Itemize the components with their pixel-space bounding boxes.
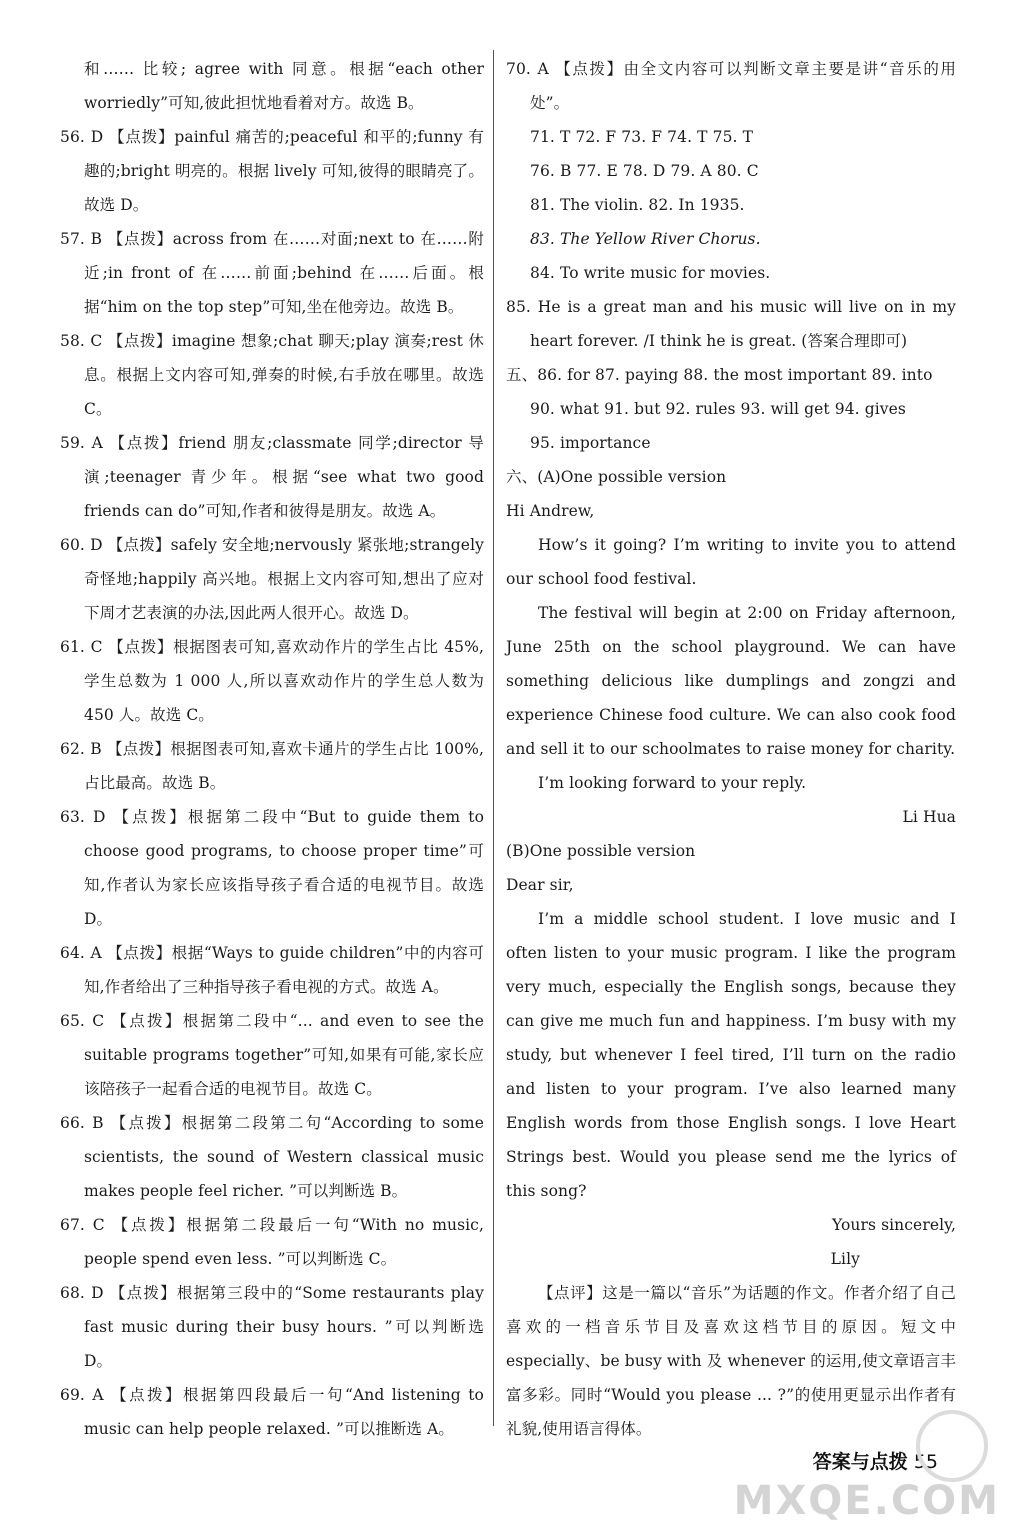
watermark-badge-icon — [913, 1410, 988, 1482]
left-paragraph: 56. D 【点拨】painful 痛苦的;peaceful 和平的;funny 有趣的;bright 明亮的。根据 lively 可知,彼得的眼睛亮了。故选 D。 — [60, 128, 484, 214]
right-paragraph: 90. what 91. but 92. rules 93. will get 94. gives — [530, 400, 906, 418]
right-paragraph: 84. To write music for movies. — [530, 264, 771, 282]
left-paragraph: 65. C 【点拨】根据第二段中“... and even to see the suitable programs together”可知,如果有可能,家长应该陪孩子一起看合适的电视节目。故选 C。 — [60, 1012, 484, 1098]
right-paragraph: Li Hua — [902, 808, 956, 826]
right-paragraph: 85. He is a great man and his music will live on in my heart forever. /I think he is great. (答案合理即可) — [506, 298, 956, 350]
column-divider — [493, 50, 494, 1426]
right-paragraph: 70. A 【点拨】由全文内容可以判断文章主要是讲“音乐的用处”。 — [506, 60, 956, 112]
right-paragraph: 71. T 72. F 73. F 74. T 75. T — [530, 128, 754, 146]
left-paragraph: 68. D 【点拨】根据第三段中的“Some restaurants play fast music during their busy hours. ”可以判断选 D。 — [60, 1284, 484, 1370]
watermark: MXQE.COM — [733, 1478, 1000, 1524]
right-paragraph: Hi Andrew, — [506, 502, 595, 520]
left-paragraph: 67. C 【点拨】根据第二段最后一句“With no music, people spend even less. ”可以判断选 C。 — [60, 1216, 484, 1268]
right-paragraph: (B)One possible version — [506, 842, 696, 860]
right-paragraph: 81. The violin. 82. In 1935. — [530, 196, 745, 214]
right-paragraph: 六、(A)One possible version — [506, 468, 727, 486]
left-paragraph: 61. C 【点拨】根据图表可知,喜欢动作片的学生占比 45%,学生总数为 1 000 人,所以喜欢动作片的学生总人数为 450 人。故选 C。 — [60, 638, 484, 724]
right-paragraph: 83. The Yellow River Chorus. — [530, 230, 761, 248]
right-paragraph: Dear sir, — [506, 876, 574, 894]
footer-label: 答案与点拨 — [812, 1451, 908, 1473]
right-paragraph: 76. B 77. E 78. D 79. A 80. C — [530, 162, 759, 180]
right-paragraph: 五、86. for 87. paying 88. the most important 89. into — [506, 366, 933, 384]
left-paragraph: 和…… 比较; agree with 同意。根据“each other worriedly”可知,彼此担忧地看着对方。故选 B。 — [84, 60, 484, 112]
left-column — [60, 52, 484, 1446]
left-paragraph: 63. D 【点拨】根据第二段中“But to guide them to choose good programs, to choose proper time”可知,作者认为家长应该指导孩子看合适的电视节目。故选 D。 — [60, 808, 484, 928]
left-paragraph: 57. B 【点拨】across from 在……对面;next to 在……附近;in front of 在……前面;behind 在……后面。根据“him on the top step”可知,坐在他旁边。故选 B。 — [60, 230, 484, 316]
right-paragraph: Yours sincerely, — [831, 1216, 956, 1234]
left-paragraph: 62. B 【点拨】根据图表可知,喜欢卡通片的学生占比 100%,占比最高。故选 B。 — [60, 740, 484, 792]
left-paragraph: 60. D 【点拨】safely 安全地;nervously 紧张地;strangely 奇怪地;happily 高兴地。根据上文内容可知,想出了应对下周才艺表演的办法,因此两人很开心。故选 D。 — [60, 536, 484, 622]
right-column — [506, 52, 956, 1446]
left-paragraph: 66. B 【点拨】根据第二段第二句“According to some scientists, the sound of Western classical music makes people feel richer. ”可以判断选 B。 — [60, 1114, 484, 1200]
page-number: 55 — [913, 1451, 938, 1473]
right-paragraph: 95. importance — [530, 434, 651, 452]
left-paragraph: 69. A 【点拨】根据第四段最后一句“And listening to music can help people relaxed. ”可以推断选 A。 — [60, 1386, 484, 1438]
right-paragraph: How’s it going? I’m writing to invite you to attend our school food festival. — [506, 536, 956, 588]
right-paragraph: I’m looking forward to your reply. — [538, 774, 807, 792]
left-paragraph: 64. A 【点拨】根据“Ways to guide children”中的内容可知,作者给出了三种指导孩子看电视的方式。故选 A。 — [60, 944, 484, 996]
right-paragraph: Lily — [830, 1250, 860, 1268]
left-paragraph: 59. A 【点拨】friend 朋友;classmate 同学;director 导演;teenager 青少年。根据“see what two good friends can do”可知,作者和彼得是朋友。故选 A。 — [60, 434, 484, 520]
left-paragraph: 58. C 【点拨】imagine 想象;chat 聊天;play 演奏;rest 休息。根据上文内容可知,弹奏的时候,右手放在哪里。故选 C。 — [60, 332, 484, 418]
right-paragraph: I’m a middle school student. I love music and I often listen to your music program. I like the program very much, especially the English songs, because they can give me much fun and happiness. I’m busy with my study, but whenever I feel tired, I’ll turn on the radio and listen to your program. I’ve also learned many English words from those English songs. I love Heart Strings best. Would you please send me the lyrics of this song? — [506, 910, 956, 1200]
right-paragraph: 【点评】这是一篇以“音乐”为话题的作文。作者介绍了自己喜欢的一档音乐节目及喜欢这档节目的原因。短文中 especially、be busy with 及 whenever 的运用,使文章语言丰富多彩。同时“Would you please ... ?”的使用更显示出作者有礼貌,使用语言得体。 — [506, 1284, 956, 1438]
right-paragraph: The festival will begin at 2:00 on Friday afternoon, June 25th on the school playground. We can have something delicious like dumplings and zongzi and experience Chinese food culture. We can also cook food and sell it to our schoolmates to raise money for charity. — [506, 604, 956, 758]
